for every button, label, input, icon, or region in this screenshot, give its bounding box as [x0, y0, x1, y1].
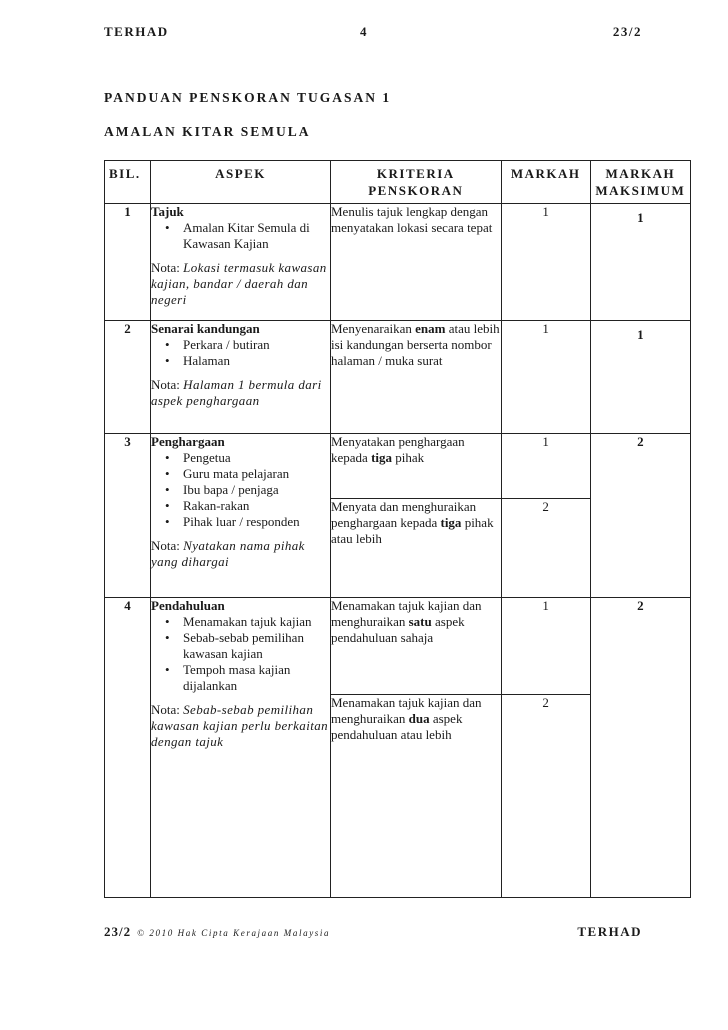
- list-item: • Tempoh masa kajian dijalankan: [165, 662, 330, 694]
- criteria-cell: [331, 321, 502, 434]
- aspect-name: Senarai kandungan: [151, 321, 260, 336]
- table-row: [105, 598, 691, 695]
- aspect-note: [151, 702, 330, 750]
- criteria-emphasis: tiga: [371, 450, 393, 465]
- aspect-name: Pendahuluan: [151, 598, 225, 613]
- list-item: • Menamakan tajuk kajian: [165, 614, 330, 630]
- list-item: • Ibu bapa / penjaga: [165, 482, 330, 498]
- footer-classification: TERHAD: [577, 924, 642, 939]
- table-body: [105, 204, 691, 898]
- header-markah-maksimum: MARKAH MAKSIMUM: [590, 161, 690, 204]
- list-item: • Sebab-sebab pemilihan kawasan kajian: [165, 630, 330, 662]
- note-label: Nota:: [151, 260, 184, 275]
- aspect-cell: [151, 598, 331, 898]
- criteria-emphasis: enam: [415, 321, 446, 336]
- criteria-text-end: atau lebih isi kandungan berserta nombor halaman / muka surat: [331, 321, 500, 368]
- list-item: • Perkara / butiran: [165, 337, 330, 353]
- footer-left: [104, 924, 330, 940]
- scoring-table: [104, 160, 691, 898]
- list-item: • Pengetua: [165, 450, 330, 466]
- aspect-name: Tajuk: [151, 204, 184, 219]
- header-code: 23/2: [612, 24, 642, 39]
- criteria-text: Menamakan tajuk kajian dan menghuraikan: [331, 598, 482, 629]
- aspect-cell: [151, 204, 331, 321]
- note-text: Sebab-sebab pemilihan kawasan kajian perlu berkaitan dengan tajuk: [151, 702, 329, 749]
- aspect-items: [151, 450, 330, 530]
- document-subtitle: AMALAN KITAR SEMULA: [104, 124, 311, 139]
- note-label: Nota:: [151, 377, 184, 392]
- header-kriteria: KRITERIA PENSKORAN: [331, 161, 502, 204]
- row-number: 1: [105, 204, 151, 321]
- aspect-name: Penghargaan: [151, 434, 225, 449]
- aspect-items: [151, 337, 330, 369]
- aspect-note: [151, 377, 330, 409]
- mark-value: 1: [501, 434, 590, 499]
- mark-value: 2: [501, 695, 590, 898]
- criteria-cell: [331, 499, 502, 598]
- max-mark-value: 2: [590, 434, 690, 598]
- criteria-text: Menyata dan menghuraikan penghargaan kepada: [331, 499, 477, 530]
- criteria-cell: [331, 434, 502, 499]
- note-text: Nyatakan nama pihak yang dihargai: [151, 538, 305, 569]
- criteria-text: Menyatakan penghargaan kepada: [331, 434, 465, 465]
- aspect-cell: [151, 321, 331, 434]
- criteria-text: Menamakan tajuk kajian dan menghuraikan: [331, 695, 482, 726]
- row-number: 2: [105, 321, 151, 434]
- table-row: [105, 204, 691, 321]
- list-item: • Guru mata pelajaran: [165, 466, 330, 482]
- criteria-text-end: pihak: [392, 450, 425, 465]
- criteria-cell: [331, 598, 502, 695]
- header-markah: MARKAH: [501, 161, 590, 204]
- criteria-text-end: aspek pendahuluan sahaja: [331, 614, 465, 645]
- mark-value: 1: [501, 204, 590, 321]
- aspect-items: [151, 220, 330, 252]
- note-text: Halaman 1 bermula dari aspek penghargaan: [151, 377, 322, 408]
- aspect-note: [151, 260, 330, 308]
- note-text: Lokasi termasuk kawasan kajian, bandar / daerah dan negeri: [151, 260, 327, 307]
- criteria-emphasis: dua: [408, 711, 430, 726]
- max-mark-value: 1: [590, 321, 690, 434]
- criteria-cell: [331, 695, 502, 898]
- header-aspek: ASPEK: [151, 161, 331, 204]
- note-label: Nota:: [151, 538, 184, 553]
- table-header-row: [105, 161, 691, 204]
- document-title: PANDUAN PENSKORAN TUGASAN 1: [104, 90, 392, 105]
- criteria-emphasis: satu: [408, 614, 432, 629]
- page-number: 4: [360, 24, 368, 39]
- mark-value: 1: [501, 321, 590, 434]
- list-item: • Halaman: [165, 353, 330, 369]
- list-item: • Amalan Kitar Semula di Kawasan Kajian: [165, 220, 330, 252]
- criteria-text: Menulis tajuk lengkap dengan menyatakan lokasi secara tepat: [331, 204, 493, 235]
- aspect-cell: [151, 434, 331, 598]
- criteria-emphasis: tiga: [440, 515, 462, 530]
- criteria-cell: [331, 204, 502, 321]
- aspect-note: [151, 538, 330, 570]
- footer-code: 23/2: [104, 924, 132, 939]
- aspect-items: [151, 614, 330, 694]
- criteria-text-end: aspek pendahuluan atau lebih: [331, 711, 463, 742]
- list-item: • Rakan-rakan: [165, 498, 330, 514]
- header-classification: TERHAD: [104, 24, 169, 39]
- mark-value: 2: [501, 499, 590, 598]
- max-mark-value: 1: [590, 204, 690, 321]
- copyright-notice: © 2010 Hak Cipta Kerajaan Malaysia: [137, 928, 331, 938]
- table-row: [105, 321, 691, 434]
- list-item: • Pihak luar / responden: [165, 514, 330, 530]
- row-number: 3: [105, 434, 151, 598]
- header-bil: BIL.: [105, 161, 151, 204]
- max-mark-value: 2: [590, 598, 690, 898]
- mark-value: 1: [501, 598, 590, 695]
- note-label: Nota:: [151, 702, 184, 717]
- table-row: [105, 434, 691, 499]
- criteria-text-end: pihak atau lebih: [331, 515, 494, 546]
- criteria-text: Menyenaraikan: [331, 321, 416, 336]
- row-number: 4: [105, 598, 151, 898]
